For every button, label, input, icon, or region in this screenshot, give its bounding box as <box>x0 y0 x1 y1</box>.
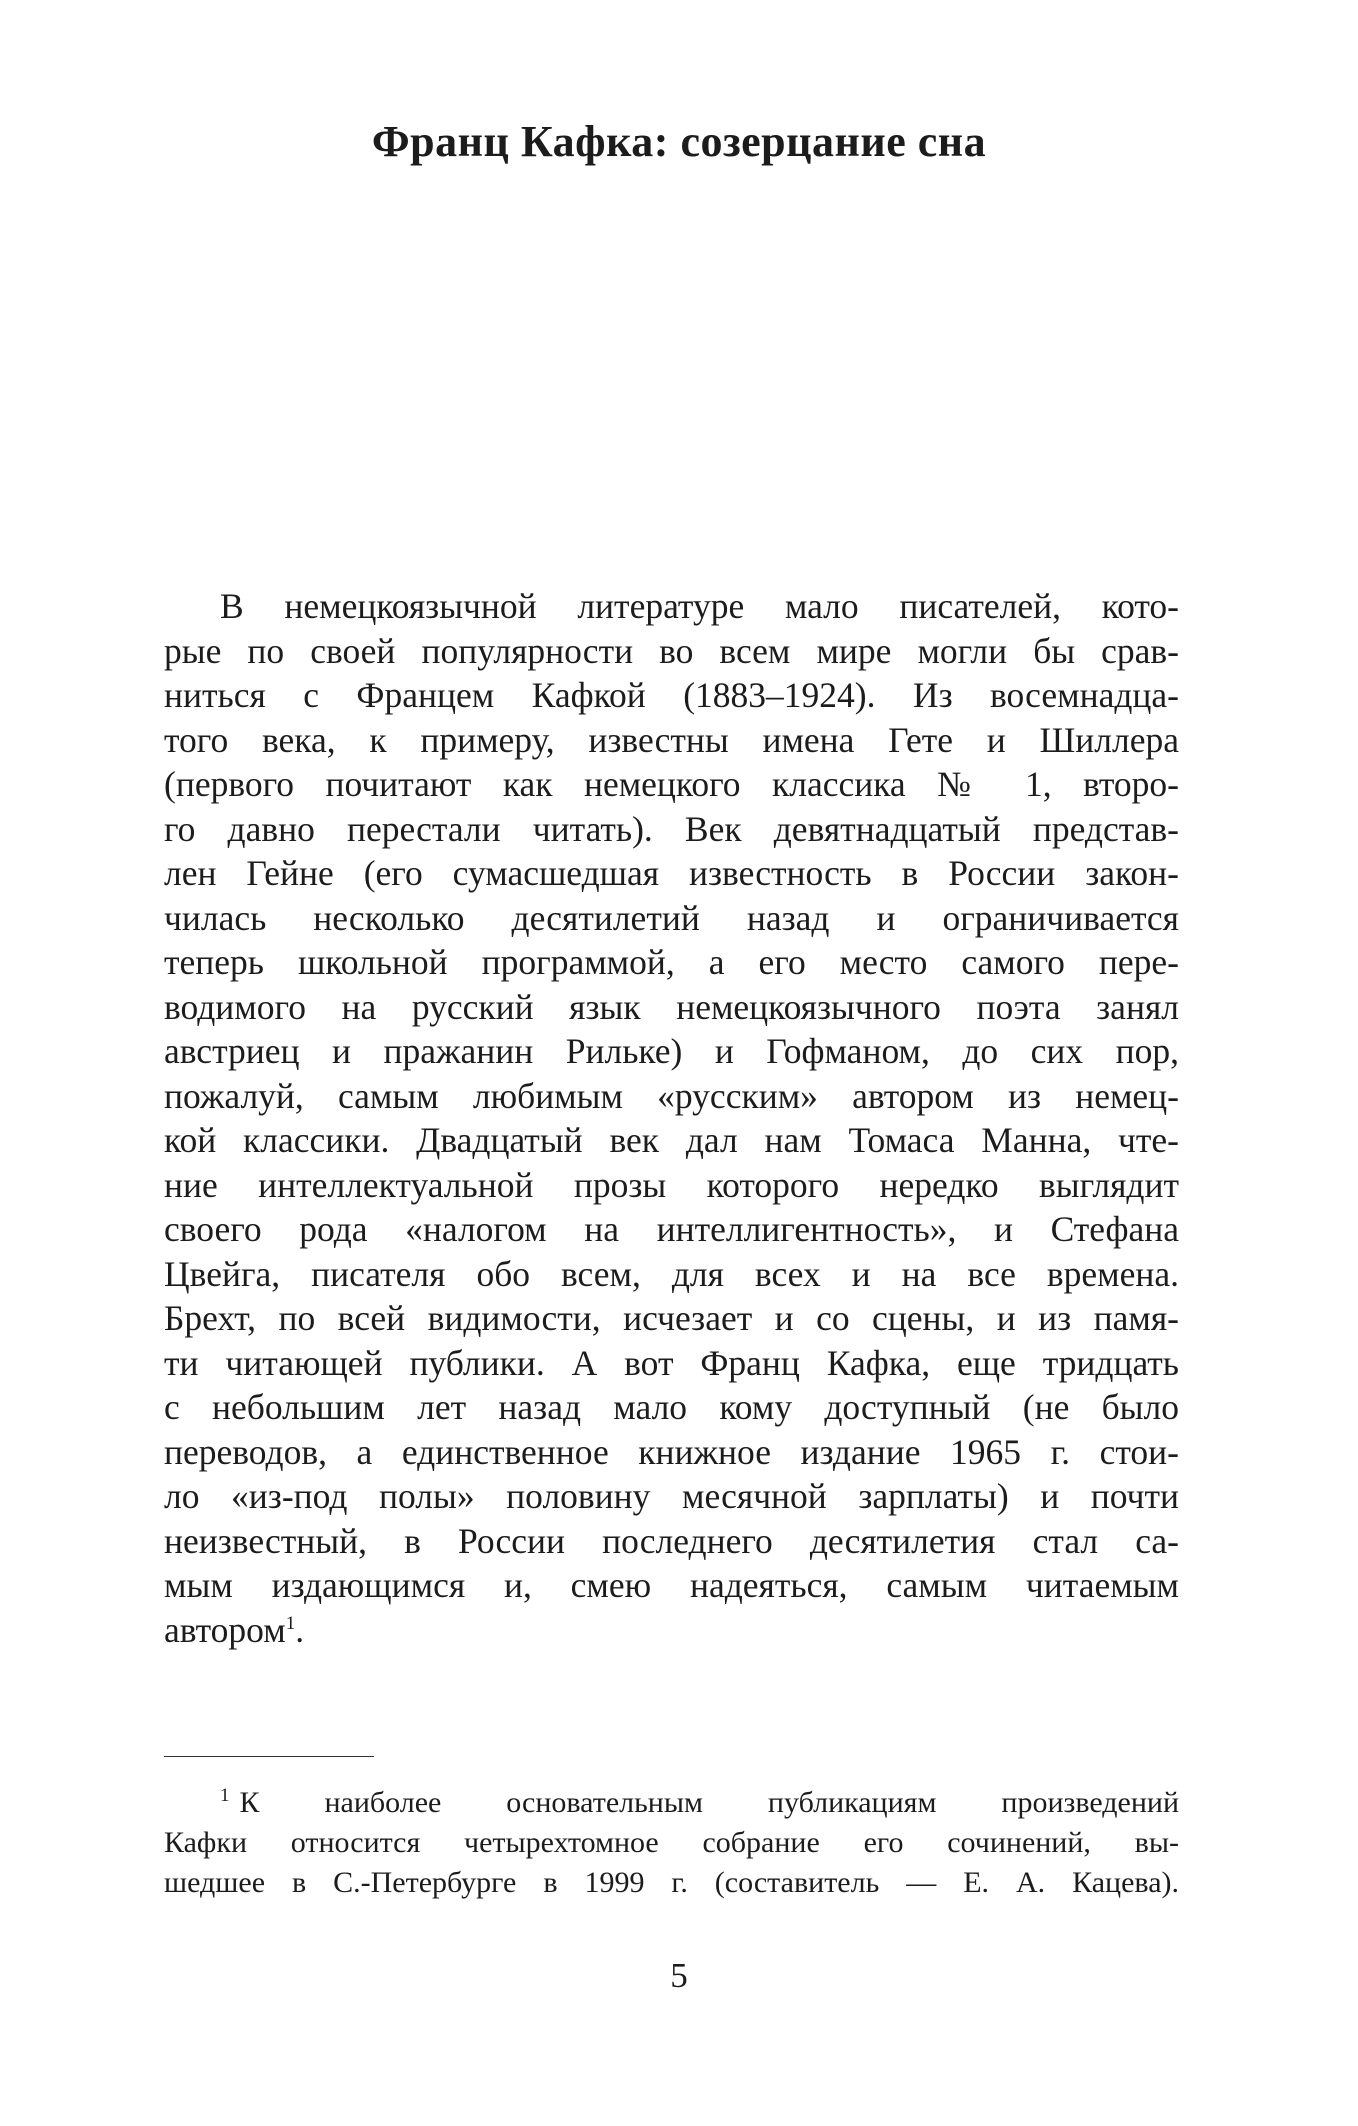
footnote-separator <box>164 1756 374 1757</box>
body-line: своего рода «налогом на интеллигентность», и Стефана <box>164 1209 1179 1249</box>
chapter-title: Франц Кафка: созерцание сна <box>371 117 987 166</box>
body-line: кой классики. Двадцатый век дал нам Томаса Манна, чте- <box>164 1120 1179 1160</box>
footnote-line <box>164 1783 1179 1823</box>
body-line: лен Гейне (его сумасшедшая известность в России закон- <box>164 853 1179 893</box>
body-line: пожалуй, самым любимым «русским» автором из немец- <box>164 1075 1179 1116</box>
body-line: австриец и пражанин Рильке) и Гофманом, до сих пор, <box>164 1031 1179 1071</box>
body-line: (первого почитают как немецкого классика № 1, второ- <box>164 764 1179 804</box>
body-line: ниться с Францем Кафкой (1883–1924). Из восемнадца- <box>164 675 1179 715</box>
body-line: ти читающей публики. А вот Франц Кафка, еще тридцать <box>164 1342 1179 1383</box>
footnote <box>164 1783 1179 1903</box>
footnote-reference[interactable]: 1 <box>285 1612 296 1634</box>
body-paragraph <box>164 584 1179 1652</box>
body-line: го давно перестали читать). Век девятнадцатый представ- <box>164 808 1179 849</box>
body-line: мым издающимся и, смею надеяться, самым читаемым <box>164 1565 1179 1605</box>
body-line: Цвейга, писателя обо всем, для всех и на все времена. <box>164 1253 1179 1294</box>
footnote-line: Кафки относится четырехтомное собрание его сочинений, вы- <box>164 1826 1179 1859</box>
footnote-number: 1 <box>220 1785 230 1806</box>
body-line: водимого на русский язык немецкоязычного поэта занял <box>164 986 1179 1027</box>
body-line-last: автором$^1$. <box>164 1609 305 1650</box>
body-line: неизвестный, в России последнего десятилетия стал са- <box>164 1520 1179 1561</box>
body-line-text: автором <box>164 1609 286 1650</box>
body-line: рые по своей популярности во всем мире могли бы срав- <box>164 630 1179 671</box>
page-number: 5 <box>670 1956 688 1995</box>
body-line: с небольшим лет назад мало кому доступный (не было <box>164 1387 1179 1427</box>
body-line: переводов, а единственное книжное издание 1965 г. стои- <box>164 1431 1179 1472</box>
body-line: чилась несколько десятилетий назад и ограничивается <box>164 897 1179 938</box>
body-line: того века, к примеру, известны имена Гете и Шиллера <box>164 719 1179 760</box>
body-line: Брехт, по всей видимости, исчезает и со сцены, и из памя- <box>164 1298 1179 1338</box>
body-line: теперь школьной программой, а его место самого пере- <box>164 942 1179 982</box>
body-line: В немецкоязычной литературе мало писателей, кото- <box>220 586 1179 626</box>
body-line: ние интеллектуальной прозы которого нередко выглядит <box>164 1164 1179 1205</box>
footnote-line-text: К наиболее основательным публикациям произведений <box>239 1786 1179 1819</box>
body-line: ло «из-под полы» половину месячной зарплаты) и почти <box>164 1476 1179 1516</box>
footnote-line: шедшее в С.-Петербурге в 1999 г. (составитель — Е. А. Кацева). <box>164 1866 1179 1899</box>
